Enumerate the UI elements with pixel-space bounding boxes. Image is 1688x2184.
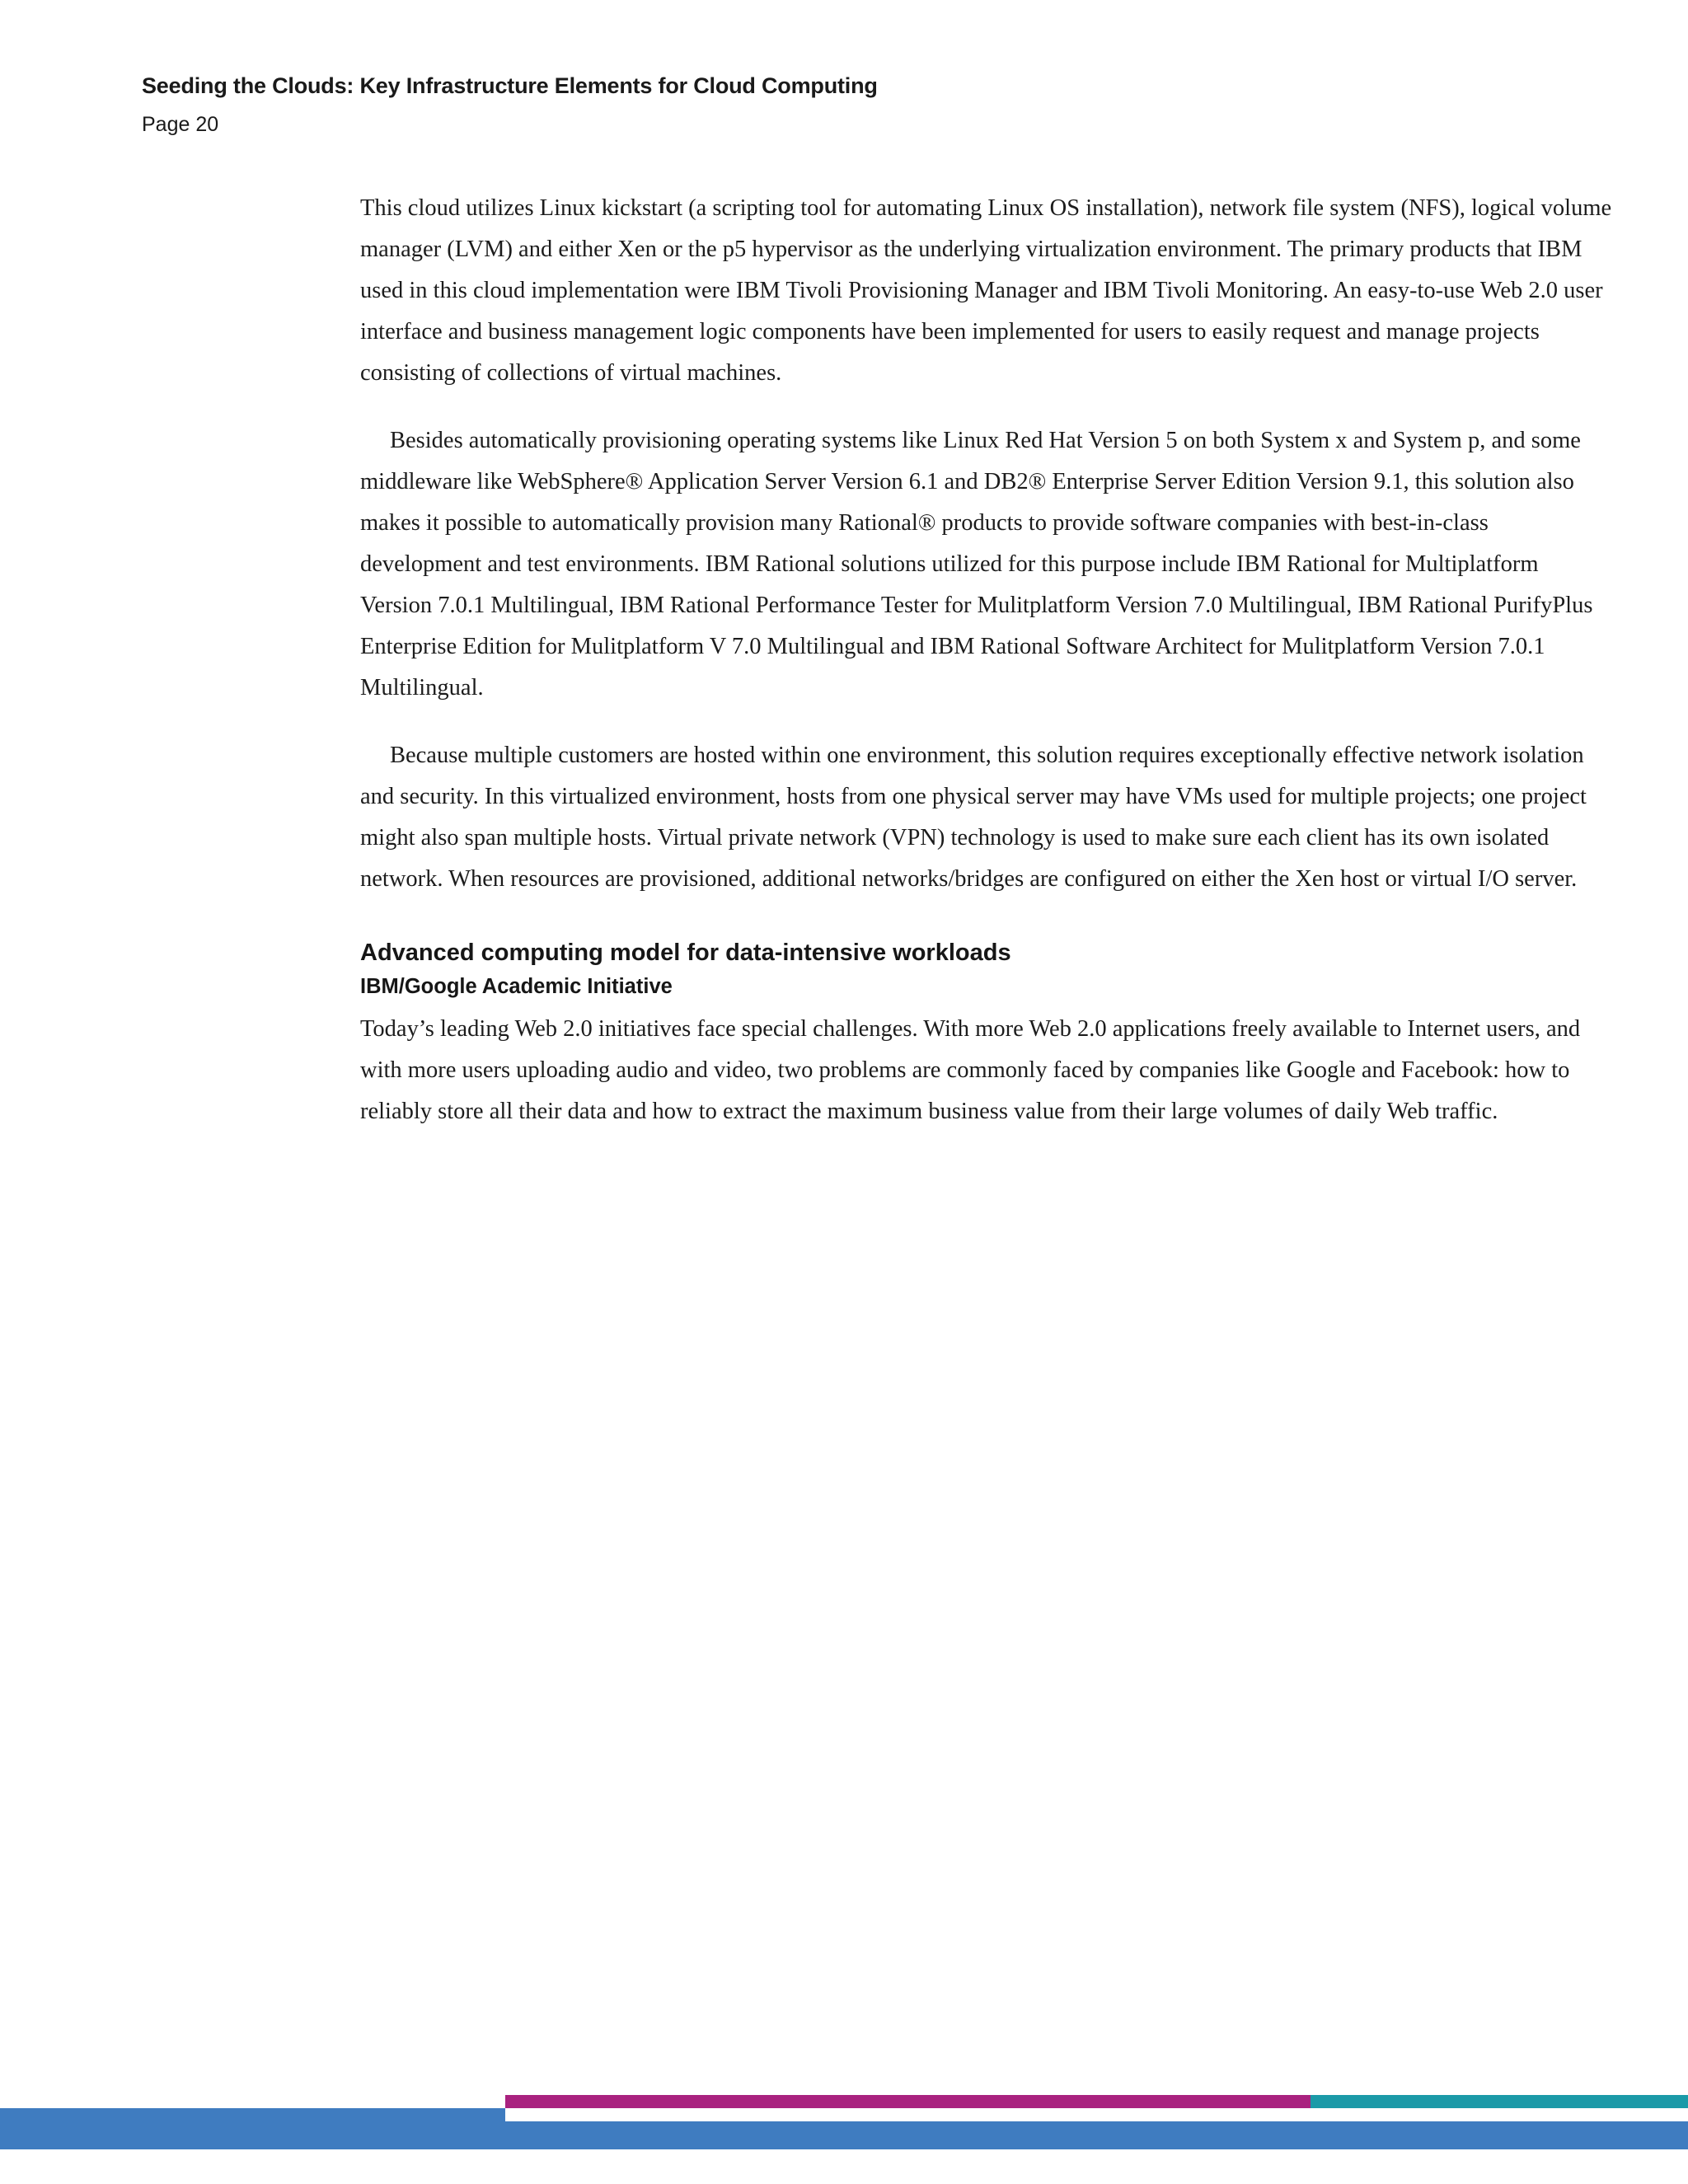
section-heading: Advanced computing model for data-intensive workloads bbox=[360, 940, 1011, 966]
document-title: Seeding the Clouds: Key Infrastructure Elements for Cloud Computing bbox=[142, 73, 878, 98]
sub-heading: IBM/Google Academic Initiative bbox=[360, 975, 673, 999]
footer-bar-magenta bbox=[505, 2095, 1311, 2108]
footer-bar-blue-wide bbox=[0, 2121, 1688, 2149]
footer-bar-teal bbox=[1311, 2095, 1688, 2108]
footer-bar-blue-left bbox=[0, 2108, 505, 2121]
page-content bbox=[360, 188, 1613, 1159]
paragraph-2: Besides automatically provisioning operating systems like Linux Red Hat Version 5 on both System x and System p, and some middleware like WebSphere® Application Server Version 6.1 and DB2® Enterprise Server Edition Version 9.1, this solution also makes it possible to automatically provision many Rational® products to provide software companies with best-in-class development and test environments. IBM Rational solutions utilized for this purpose include IBM Rational for Multiplatform Version 7.0.1 Multilingual, IBM Rational Performance Tester for Mulitplatform Version 7.0 Multilingual, IBM Rational PurifyPlus Enterprise Edition for Mulitplatform V 7.0 Multilingual and IBM Rational Software Architect for Mulitplatform Version 7.0.1 Multilingual. bbox=[360, 428, 1593, 701]
page-header bbox=[142, 73, 1543, 137]
paragraph-1: This cloud utilizes Linux kickstart (a scripting tool for automating Linux OS installation), network file system (NFS), logical volume manager (LVM) and either Xen or the p5 hypervisor as the underlying virtualization environment. The primary products that IBM used in this cloud implementation were IBM Tivoli Provisioning Manager and IBM Tivoli Monitoring. An easy-to-use Web 2.0 user interface and business management logic components have been implemented for users to easily request and manage projects consisting of collections of virtual machines. bbox=[360, 195, 1612, 386]
paragraph-3: Because multiple customers are hosted within one environment, this solution requires exceptionally effective network isolation and security. In this virtualized environment, hosts from one physical server may have VMs used for multiple projects; one project might also span multiple hosts. Virtual private network (VPN) technology is used to make sure each client has its own isolated network. When resources are provisioned, additional networks/bridges are configured on either the Xen host or virtual I/O server. bbox=[360, 743, 1587, 892]
paragraph-4: Today’s leading Web 2.0 initiatives face special challenges. With more Web 2.0 applications freely available to Internet users, and with more users uploading audio and video, two problems are commonly faced by companies like Google and Facebook: how to reliably store all their data and how to extract the maximum business value from their large volumes of daily Web traffic. bbox=[360, 1016, 1581, 1125]
footer-color-bars bbox=[0, 2095, 1688, 2184]
page-number-label: Page 20 bbox=[142, 113, 219, 137]
